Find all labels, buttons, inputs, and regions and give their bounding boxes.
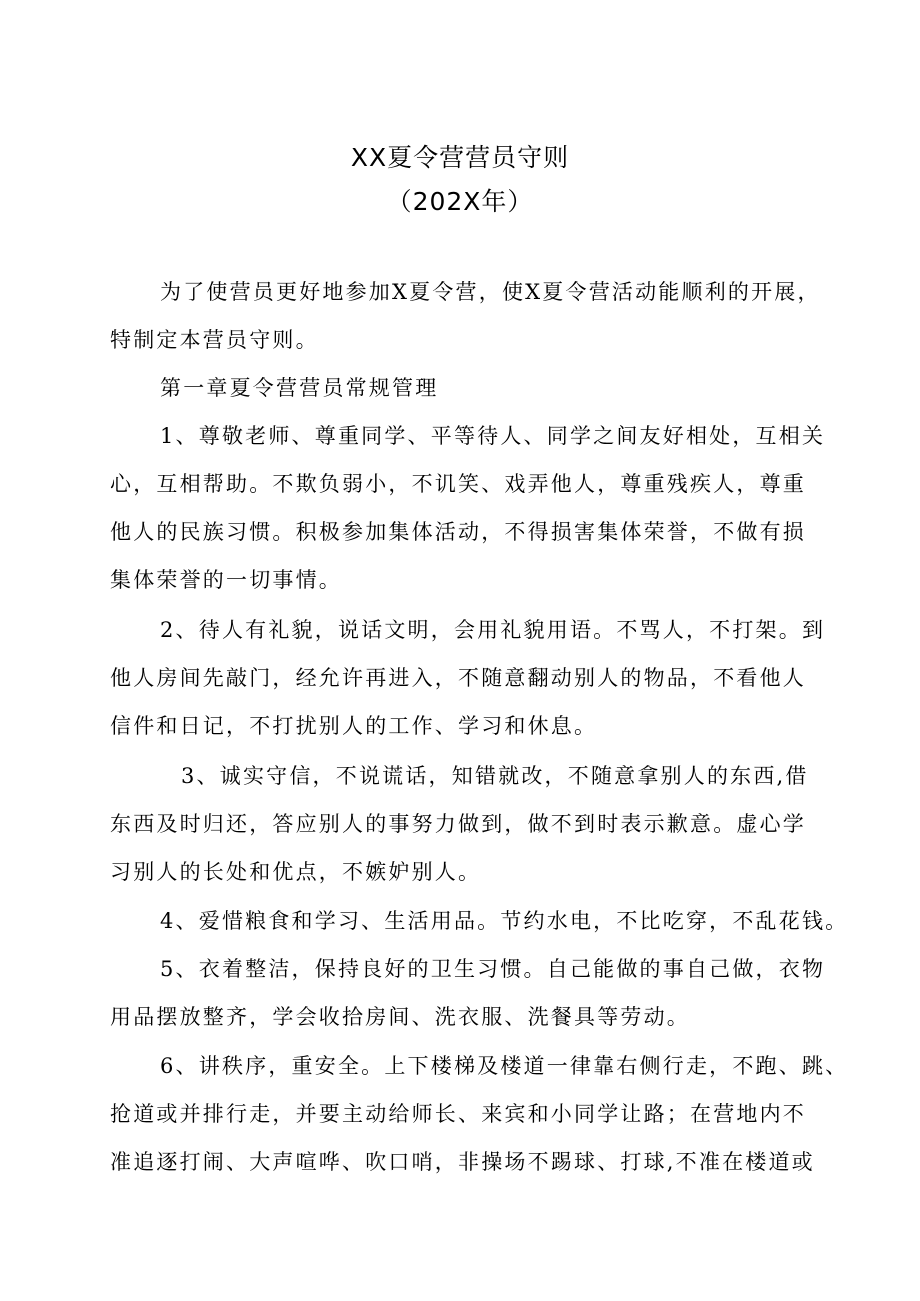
document-subtitle: （202X年） bbox=[386, 187, 534, 216]
text-line: 他人的民族习惯。积极参加集体活动，不得损害集体荣誉，不做有损 bbox=[110, 520, 806, 544]
intro-paragraph bbox=[110, 268, 822, 364]
text-line: 4、爱惜粮食和学习、生活用品。节约水电，不比吃穿，不乱花钱。 bbox=[160, 909, 849, 933]
text-line: 5、衣着整洁，保持良好的卫生习惯。自己能做的事自己做，衣物 bbox=[160, 957, 826, 981]
text-line: 1、尊敬老师、尊重同学、平等待人、同学之间友好相处，互相关 bbox=[160, 424, 826, 448]
rule-item bbox=[110, 945, 826, 1041]
rule-item bbox=[110, 897, 849, 945]
text-line: 东西及时归还，答应别人的事努力做到，做不到时表示歉意。虚心学 bbox=[110, 812, 806, 836]
text-line: 用品摆放整齐，学会收拾房间、洗衣服、洗餐具等劳动。 bbox=[110, 1005, 690, 1029]
text-line: 2、待人有礼貌，说话文明，会用礼貌用语。不骂人，不打架。到 bbox=[160, 618, 826, 642]
text-line: 为了使营员更好地参加X夏令营，使X夏令营活动能顺利的开展， bbox=[160, 280, 821, 304]
rule-item bbox=[110, 606, 826, 750]
text-line: 习别人的长处和优点，不嫉妒别人。 bbox=[110, 860, 482, 884]
text-line: 特制定本营员守则。 bbox=[110, 328, 319, 352]
rule-item bbox=[110, 752, 822, 896]
text-line: 准追逐打闹、大声喧哗、吹口哨，非操场不踢球、打球,不准在楼道或 bbox=[110, 1150, 815, 1174]
text-line: 心，互相帮助。不欺负弱小，不讥笑、戏弄他人，尊重残疾人，尊重 bbox=[110, 472, 806, 496]
text-line: 3、诚实守信，不说谎话，知错就改，不随意拿别人的东西,借 bbox=[181, 764, 809, 788]
text-line: 抢道或并排行走，并要主动给师长、来宾和小同学让路；在营地内不 bbox=[110, 1102, 806, 1126]
rule-item bbox=[110, 412, 826, 604]
text-line: 他人房间先敲门，经允许再进入，不随意翻动别人的物品，不看他人 bbox=[110, 666, 806, 690]
document-title: XX夏令营营员守则 bbox=[350, 143, 570, 172]
text-line: 6、讲秩序，重安全。上下楼梯及楼道一律靠右侧行走，不跑、跳、 bbox=[160, 1054, 849, 1078]
text-line: 信件和日记，不打扰别人的工作、学习和休息。 bbox=[110, 714, 598, 738]
chapter-heading-text: 第一章夏令营营员常规管理 bbox=[160, 376, 439, 400]
chapter-heading bbox=[110, 364, 822, 412]
rule-item bbox=[110, 1042, 849, 1186]
text-line: 集体荣誉的一切事情。 bbox=[110, 568, 342, 592]
